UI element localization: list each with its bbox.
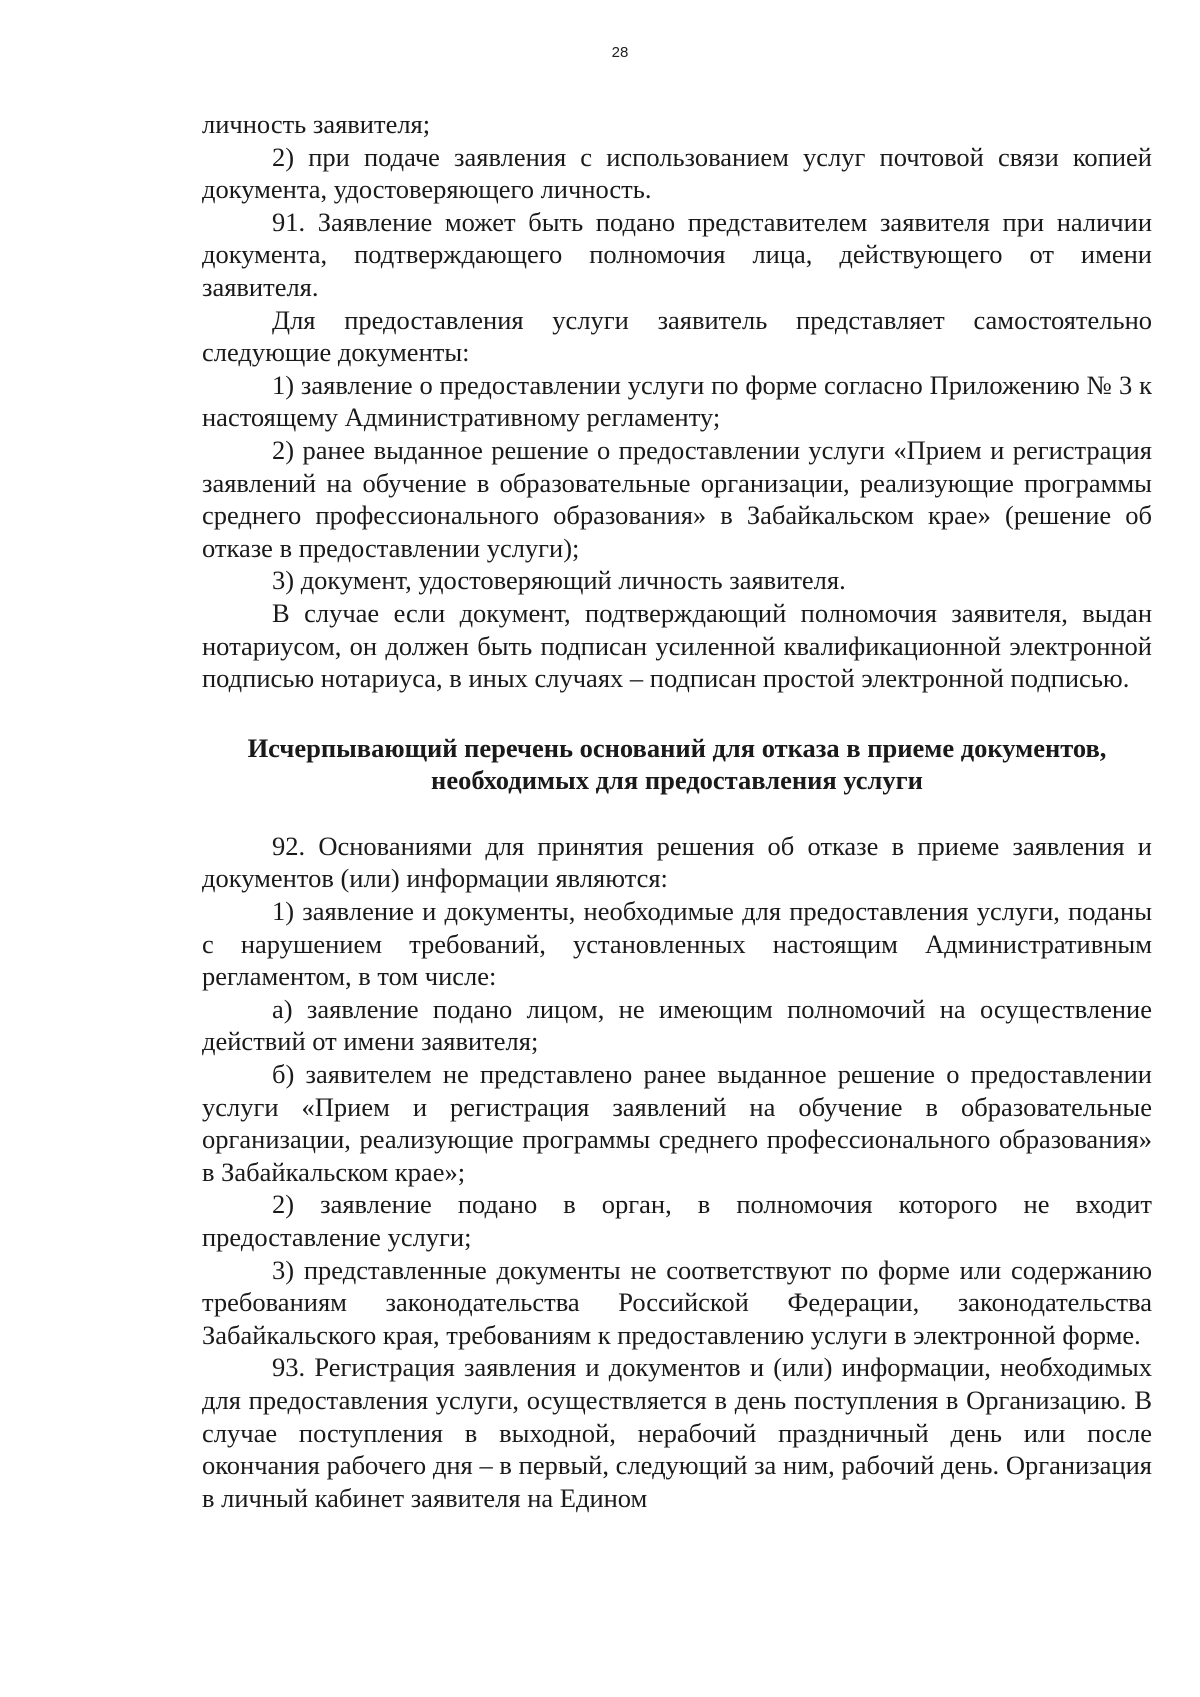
section-heading-line-2: необходимых для предоставления услуги — [431, 765, 923, 796]
paragraph: Для предоставления услуги заявитель представляет самостоятельно следующие документы: — [202, 304, 1152, 368]
paragraph: 2) заявление подано в орган, в полномочия которого не входит предоставление услуги; — [202, 1189, 1152, 1252]
section-heading-line-1: Исчерпывающий перечень оснований для отказа в приеме документов, — [247, 732, 1107, 763]
page-number: 28 — [611, 44, 629, 61]
paragraph: личность заявителя; — [202, 109, 431, 139]
paragraph: 2) при подаче заявления с использованием услуг почтовой связи копией документа, удостоверяющего личность. — [202, 141, 1152, 205]
paragraph: 2) ранее выданное решение о предоставлении услуги «Прием и регистрация заявлений на обучение в образовательные организации, реализующие программы среднего профессионального образования» в Забайкальском крае» (решение об отказе в предоставлении услуги); — [202, 434, 1152, 563]
section-before-heading — [202, 108, 1152, 695]
paragraph: а) заявление подано лицом, не имеющим полномочий на осуществление действий от имени заявителя; — [202, 993, 1152, 1057]
paragraph: 91. Заявление может быть подано представителем заявителя при наличии документа, подтверждающего полномочия лица, действующего от имени заявителя. — [202, 206, 1152, 302]
paragraph: 1) заявление и документы, необходимые для предоставления услуги, поданы с нарушением требований, установленных настоящим Административным регламентом, в том числе: — [202, 896, 1152, 992]
section-after-heading — [202, 830, 1152, 1514]
document-body — [202, 108, 1152, 1514]
paragraph: 93. Регистрация заявления и документов и (или) информации, необходимых для предоставления услуги, осуществляется в день поступления в Организацию. В случае поступления в выходной, нерабочий праздничный день или после окончания рабочего дня – в первый, следующий за ним, рабочий день. Организация в личный кабинет заявителя на Едином — [202, 1352, 1152, 1513]
paragraph: В случае если документ, подтверждающий полномочия заявителя, выдан нотариусом, он должен быть подписан усиленной квалификационной электронной подписью нотариуса, в иных случаях – подписан простой электронной подписью. — [202, 597, 1152, 694]
paragraph: б) заявителем не представлено ранее выданное решение о предоставлении услуги «Прием и регистрация заявлений на обучение в образовательные организации, реализующие программы среднего профессионального образования» в Забайкальском крае»; — [202, 1059, 1152, 1187]
paragraph: 3) представленные документы не соответствуют по форме или содержанию требованиям законодательства Российской Федерации, законодательства Забайкальского края, требованиям к предоставлению услуги в электронной форме. — [202, 1254, 1152, 1350]
section-heading — [202, 732, 1152, 797]
paragraph: 3) документ, удостоверяющий личность заявителя. — [272, 565, 846, 596]
paragraph: 1) заявление о предоставлении услуги по форме согласно Приложению № 3 к настоящему Административному регламенту; — [202, 369, 1152, 433]
paragraph: 92. Основаниями для принятия решения об отказе в приеме заявления и документов (или) информации являются: — [202, 830, 1152, 894]
